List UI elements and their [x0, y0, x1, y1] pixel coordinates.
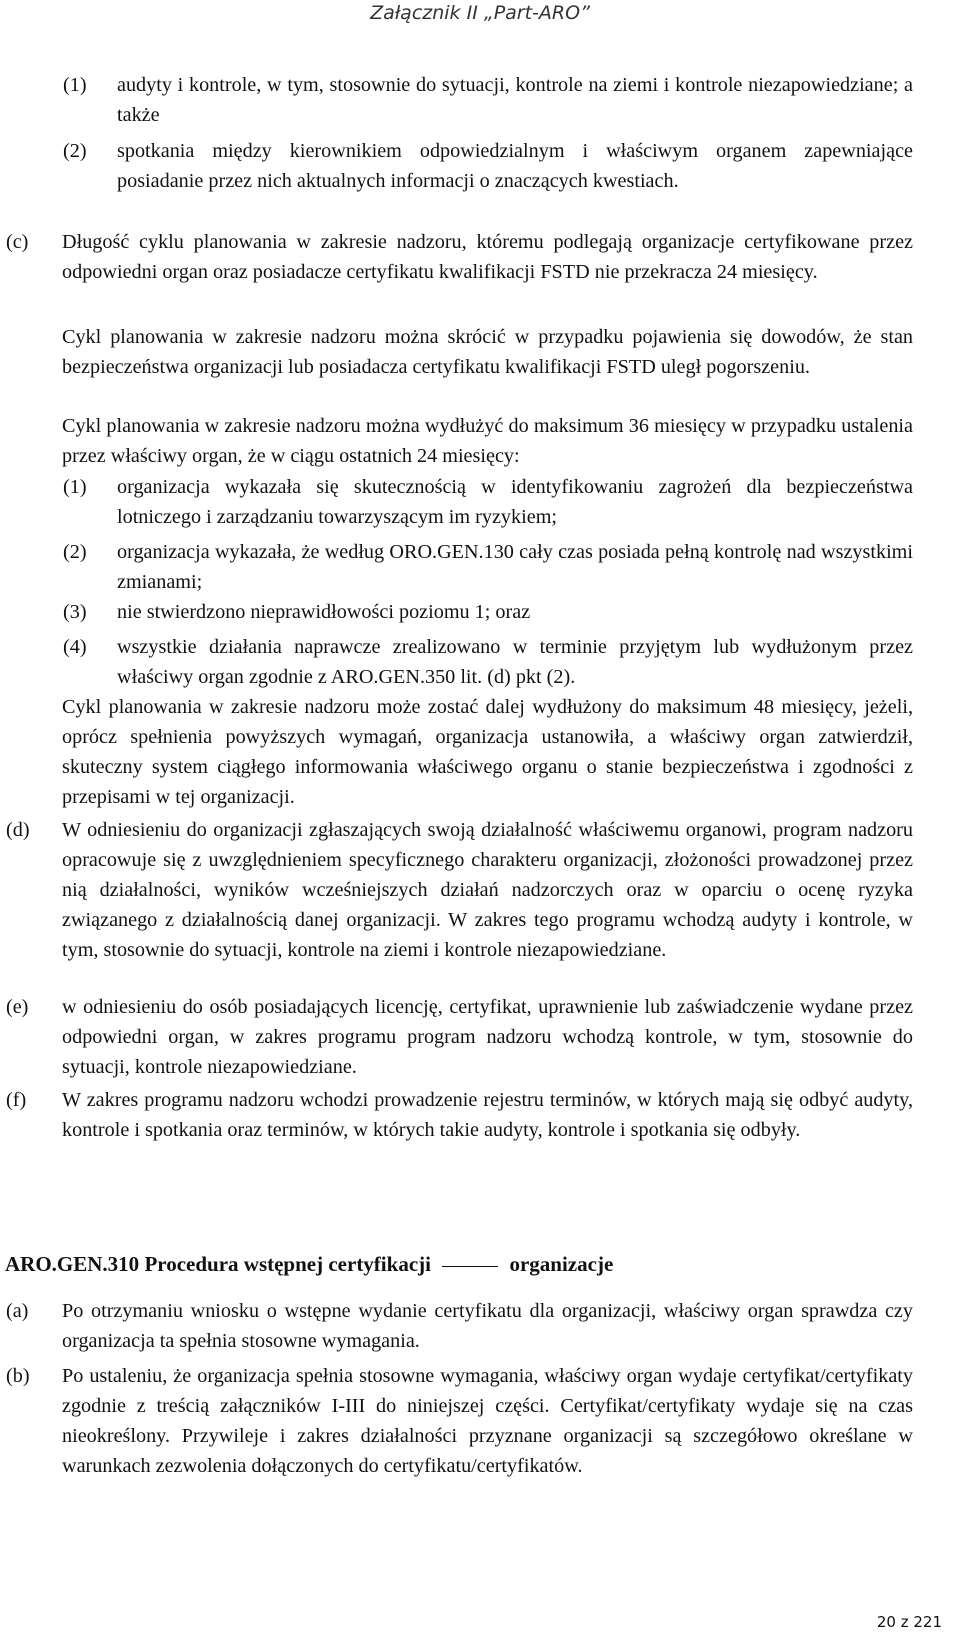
page-number: 20 z 221 [876, 1613, 942, 1631]
paragraph-text: Cykl planowania w zakresie nadzoru można wydłużyć do maksimum 36 miesięcy w przypadku ustalenia przez właściwy organ, że w ciągu ostatnich 24 miesięcy: [62, 415, 913, 467]
paragraph-marker: (a) [6, 1300, 29, 1322]
list-item-text: audyty i kontrole, w tym, stosownie do sytuacji, kontrole na ziemi i kontrole niezapowiedziane; a także [117, 74, 913, 126]
list-item-text: organizacja wykazała, że według ORO.GEN.130 cały czas posiada pełną kontrolę nad wszystkimi zmianami; [117, 541, 913, 593]
paragraph-marker: (d) [6, 819, 30, 841]
paragraph-text: Po otrzymaniu wniosku o wstępne wydanie certyfikatu dla organizacji, właściwy organ sprawdza czy organizacja ta spełnia stosowne wymagania. [62, 1300, 913, 1352]
paragraph-marker: (e) [6, 996, 29, 1018]
section-number: ARO.GEN.310 [5, 1252, 140, 1276]
paragraph-text: Po ustaleniu, że organizacja spełnia stosowne wymagania, właściwy organ wydaje certyfikat/certyfikaty zgodnie z treścią załączników I-III do niniejszej części. Certyfikat/certyfikaty wydaje się na czas nieokreślony. Przywileje i zakres działalności przyznane organizacji są szczegółowo określane w warunkach zezwolenia dołączonych do certyfikatu/certyfikatów. [62, 1365, 913, 1477]
section-title: Procedura wstępnej certyfikacji [144, 1252, 431, 1276]
paragraph-text: w odniesieniu do osób posiadających licencję, certyfikat, uprawnienie lub zaświadczenie wydane przez odpowiedni organ, w zakres programu program nadzoru wchodzą kontrole, w tym, stosownie do sytuacji, kontrole niezapowiedziane. [62, 996, 913, 1078]
list-marker: (1) [63, 74, 87, 96]
list-marker: (4) [63, 636, 87, 658]
section-subtitle: organizacje [509, 1252, 614, 1276]
paragraph-marker: (c) [6, 231, 29, 253]
list-item-text: spotkania między kierownikiem odpowiedzialnym i właściwym organem zapewniające posiadanie przez nich aktualnych informacji o znaczących kwestiach. [117, 140, 913, 192]
list-marker: (2) [63, 140, 87, 162]
paragraph-text: W odniesieniu do organizacji zgłaszających swoją działalność właściwemu organowi, program nadzoru opracowuje się z uwzględnieniem specyficznego charakteru organizacji, złożoności prowadzonej przez nią działalności, wyników wcześniejszych działań nadzorczych oraz w oparciu o ocenę ryzyka związanego z działalnością danej organizacji. W zakres tego programu wchodzą audyty i kontrole, w tym, stosownie do sytuacji, kontrole na ziemi i kontrole niezapowiedziane. [62, 819, 913, 961]
paragraph-marker: (f) [6, 1089, 27, 1111]
page-header: Załącznik II „Part-ARO” [370, 2, 590, 24]
paragraph-text: Cykl planowania w zakresie nadzoru może zostać dalej wydłużony do maksimum 48 miesięcy, jeżeli, oprócz spełnienia powyższych wymagań, organizacja ustanowiła, a właściwy organ zatwierdził, skuteczny system ciągłego informowania właściwego organu o stanie bezpieczeństwa i zgodności z przepisami w tej organizacji. [62, 696, 913, 808]
list-marker: (2) [63, 541, 87, 563]
list-item-text: nie stwierdzono nieprawidłowości poziomu 1; oraz [117, 601, 531, 623]
section-heading [5, 1249, 613, 1279]
paragraph-text: W zakres programu nadzoru wchodzi prowadzenie rejestru terminów, w których mają się odbyć audyty, kontrole i spotkania oraz terminów, w których takie audyty, kontrole i spotkania się odbyły. [62, 1089, 913, 1141]
paragraph-text: Długość cyklu planowania w zakresie nadzoru, któremu podlegają organizacje certyfikowane przez odpowiedni organ oraz posiadacze certyfikatu kwalifikacji FSTD nie przekracza 24 miesięcy. [62, 231, 913, 283]
paragraph-text: Cykl planowania w zakresie nadzoru można skrócić w przypadku pojawienia się dowodów, że stan bezpieczeństwa organizacji lub posiadacza certyfikatu kwalifikacji FSTD uległ pogorszeniu. [62, 326, 913, 378]
list-item-text: organizacja wykazała się skutecznością w identyfikowaniu zagrożeń dla bezpieczeństwa lotniczego i zarządzaniu towarzyszącym im ryzykiem; [117, 476, 913, 528]
list-marker: (3) [63, 601, 87, 623]
heading-dash [442, 1266, 498, 1267]
paragraph-marker: (b) [6, 1365, 30, 1387]
list-marker: (1) [63, 476, 87, 498]
list-item-text: wszystkie działania naprawcze zrealizowano w terminie przyjętym lub wydłużonym przez właściwy organ zgodnie z ARO.GEN.350 lit. (d) pkt (2). [117, 636, 913, 688]
